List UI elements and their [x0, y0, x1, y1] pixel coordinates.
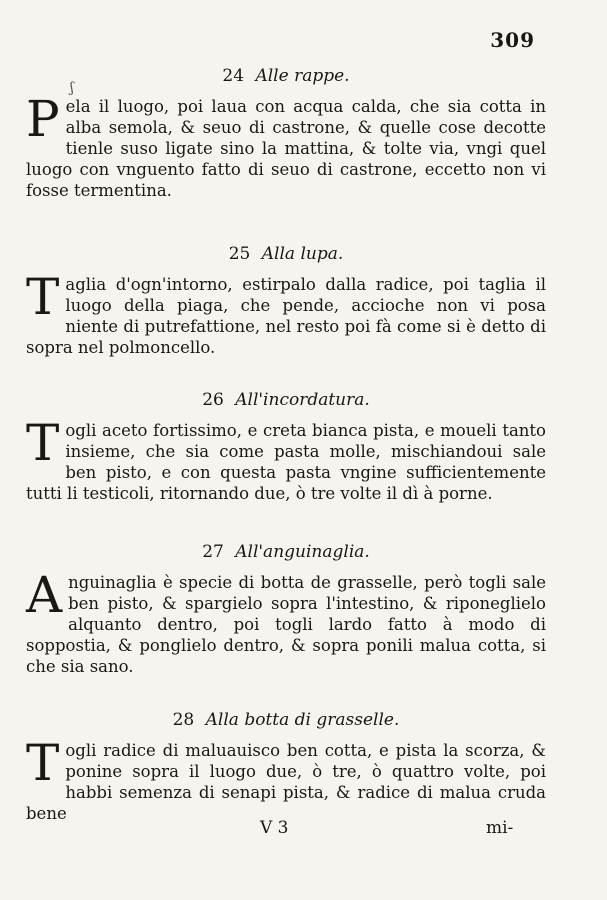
- section-heading: [26, 390, 546, 410]
- section-title: All'incordatura.: [235, 390, 370, 410]
- drop-cap: P: [26, 90, 60, 148]
- section-heading: [26, 66, 546, 86]
- drop-cap: T: [26, 734, 60, 792]
- signature-mark: V 3: [260, 818, 289, 838]
- section-number: 24: [222, 66, 245, 86]
- section-number: 28: [172, 710, 195, 730]
- drop-cap: T: [26, 414, 60, 472]
- drop-cap: T: [26, 268, 60, 326]
- section-24: [26, 66, 546, 201]
- paragraph-text: aglia d'ogn'intorno, estirpalo dalla radice, poi taglia il luogo della piaga, che pende, accioche non vi posa niente di putrefattione, nel resto poi fà come si è detto di sopra nel polmoncello.: [26, 275, 546, 357]
- catchword: mi-: [486, 818, 514, 838]
- drop-cap: A: [26, 566, 63, 624]
- section-paragraph: [26, 268, 546, 358]
- page-number: 309: [490, 28, 535, 52]
- section-heading: [26, 542, 546, 562]
- section-28: [26, 710, 546, 824]
- section-title: All'anguinaglia.: [235, 542, 370, 562]
- paragraph-text: nguinaglia è specie di botta de grasselle, però togli sale ben pisto, & spargielo sopra l'intestino, & riponeglielo alquanto dentro, poi togli lardo fatto à modo di soppostia, & ponglielo dentro, & sopra ponili malua cotta, si che sia sano.: [26, 573, 546, 676]
- page-footer: [0, 818, 607, 842]
- section-paragraph: [26, 414, 546, 504]
- section-paragraph: [26, 734, 546, 824]
- section-paragraph: [26, 90, 546, 201]
- section-paragraph: [26, 566, 546, 677]
- section-title: Alle rappe.: [255, 66, 350, 86]
- section-26: [26, 390, 546, 504]
- paragraph-text: ela il luogo, poi laua con acqua calda, che sia cotta in alba semola, & seuo di castrone, & quelle cose decotte tienle suso ligate sino la mattina, & tolte via, vngi quel luogo con vnguento fatto di seuo di castrone, eccetto non vi fosse termentina.: [26, 97, 546, 200]
- section-heading: [26, 244, 546, 264]
- section-title: Alla botta di grasselle.: [205, 710, 400, 730]
- paragraph-text: ogli radice di maluauisco ben cotta, e pista la scorza, & ponine sopra il luogo due, ò tre, ò quattro volte, poi habbi semenza di senapi pista, & radice di malua cruda bene: [26, 741, 546, 823]
- section-25: [26, 244, 546, 358]
- section-number: 26: [202, 390, 224, 410]
- section-title: Alla lupa.: [261, 244, 344, 264]
- section-number: 25: [228, 244, 251, 264]
- section-number: 27: [202, 542, 224, 562]
- paragraph-text: ogli aceto fortissimo, e creta bianca pista, e moueli tanto insieme, che sia come pasta molle, mischiandoui sale ben pisto, e con questa pasta vngine sufficientemente tutti li testicoli, ritornando due, ò tre volte il dì à porne.: [26, 421, 546, 503]
- section-heading: [26, 710, 546, 730]
- section-27: [26, 542, 546, 677]
- ink-mark: ʃ: [70, 80, 74, 96]
